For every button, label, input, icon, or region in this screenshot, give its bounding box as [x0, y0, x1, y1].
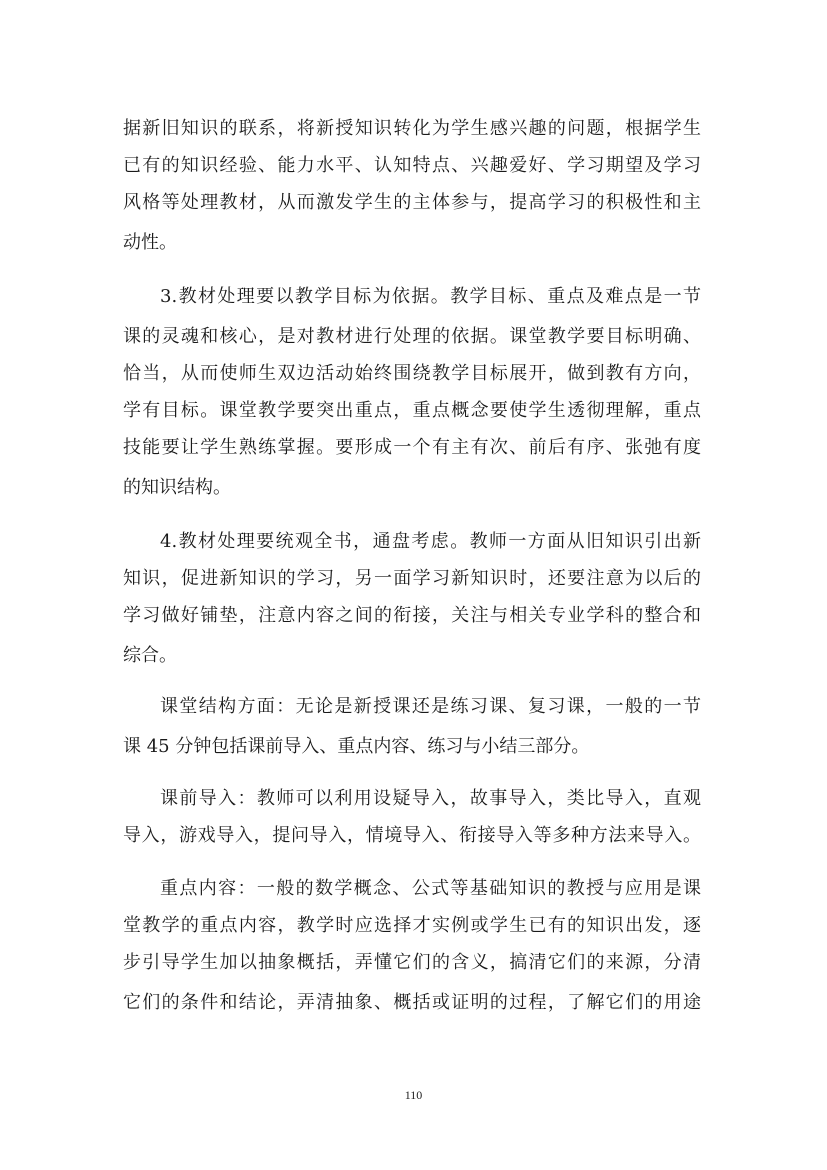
text-line: 4.教材处理要统观全书，通盘考虑。教师一方面从旧知识引出新 [160, 531, 701, 552]
text-line: 学习做好铺垫，注意内容之间的衔接，关注与相关专业学科的整合和 [123, 605, 701, 626]
text-line: 堂教学的重点内容，教学时应选择才实例或学生已有的知识出发，逐 [123, 915, 701, 936]
text-line: 3.教材处理要以教学目标为依据。教学目标、重点及难点是一节 [160, 286, 701, 307]
text-line: 步引导学生加以抽象概括，弄懂它们的含义，搞清它们的来源，分清 [123, 952, 701, 973]
text-line: 课堂结构方面：无论是新授课还是练习课、复习课，一般的一节 [160, 696, 701, 717]
text-line: 风格等处理教材，从而激发学生的主体参与，提高学习的积极性和主 [123, 192, 701, 213]
text-line: 技能要让学生熟练掌握。要形成一个有主有次、前后有序、张弛有度 [123, 437, 701, 458]
text-line: 据新旧知识的联系，将新授知识转化为学生感兴趣的问题，根据学生 [123, 118, 701, 139]
text-line: 导入，游戏导入，提问导入，情境导入、衔接导入等多种方法来导入。 [123, 825, 701, 846]
text-line: 课的灵魂和核心，是对教材进行处理的依据。课堂教学要目标明确、 [123, 326, 701, 347]
page-number: 110 [404, 1088, 423, 1102]
text-line: 重点内容：一般的数学概念、公式等基础知识的教授与应用是课 [160, 878, 701, 899]
text-line: 已有的知识经验、能力水平、认知特点、兴趣爱好、学习期望及学习 [123, 155, 701, 176]
text-line: 的知识结构。 [123, 477, 231, 498]
text-line: 学有目标。课堂教学要突出重点，重点概念要使学生透彻理解，重点 [123, 400, 701, 421]
text-line: 综合。 [123, 645, 177, 666]
text-line: 课 45 分钟包括课前导入、重点内容、练习与小结三部分。 [123, 736, 590, 757]
text-line: 恰当，从而使师生双边活动始终围绕教学目标展开，做到教有方向， [123, 363, 701, 384]
text-line: 动性。 [123, 232, 177, 253]
text-line: 知识，促进新知识的学习，另一面学习新知识时，还要注意为以后的 [123, 568, 701, 589]
text-line: 课前导入：教师可以利用设疑导入，故事导入，类比导入，直观 [160, 788, 701, 809]
text-line: 它们的条件和结论，弄清抽象、概括或证明的过程，了解它们的用途 [123, 992, 701, 1013]
